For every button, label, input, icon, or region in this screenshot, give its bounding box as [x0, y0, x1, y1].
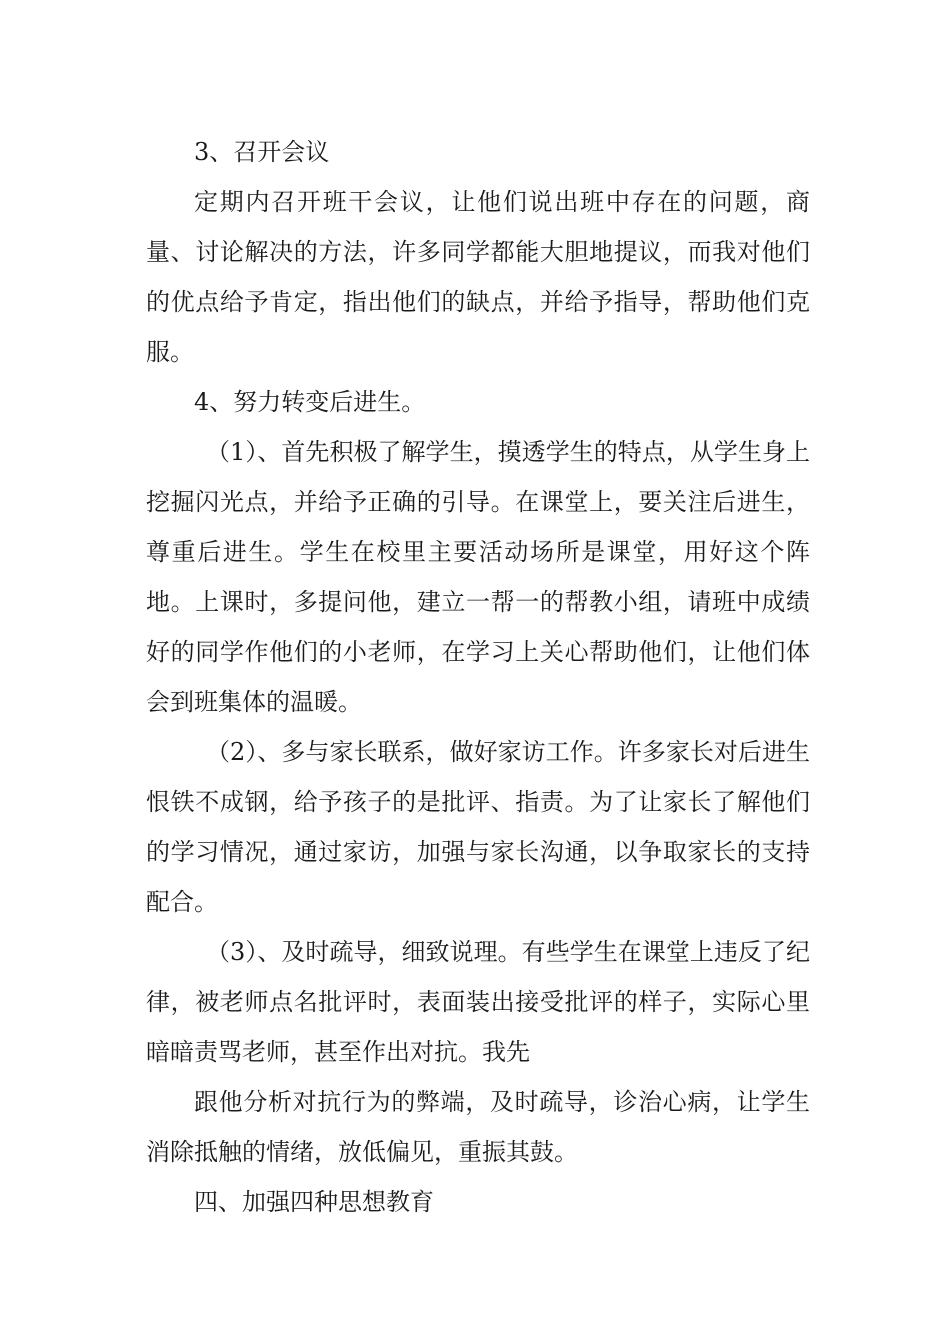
section-heading-meetings: 3、召开会议: [194, 138, 330, 166]
paragraph-meetings: 定期内召开班干会议，让他们说出班中存在的问题，商量、讨论解决的方法，许多同学都能大胆地提议，而我对他们的优点给予肯定，指出他们的缺点，并给予指导，帮助他们克服。: [146, 188, 810, 366]
section-heading-four-education: 四、加强四种思想教育: [194, 1188, 434, 1216]
document-body: [146, 127, 810, 1227]
paragraph-item-1: （1）、首先积极了解学生，摸透学生的特点，从学生身上挖掘闪光点，并给予正确的引导。在课堂上，要关注后进生，尊重后进生。学生在校里主要活动场所是课堂，用好这个阵地。上课时，多提问他，建立一帮一的帮教小组，请班中成绩好的同学作他们的小老师，在学习上关心帮助他们，让他们体会到班集体的温暖。: [146, 438, 810, 716]
paragraph-item-3-continued: 跟他分析对抗行为的弊端，及时疏导，诊治心病，让学生消除抵触的情绪，放低偏见，重振其鼓。: [146, 1088, 810, 1166]
paragraph-item-3: （3）、及时疏导，细致说理。有些学生在课堂上违反了纪律，被老师点名批评时，表面装出接受批评的样子，实际心里暗暗责骂老师，甚至作出对抗。我先: [146, 938, 810, 1066]
paragraph-item-2: （2）、多与家长联系，做好家访工作。许多家长对后进生恨铁不成钢，给予孩子的是批评、指责。为了让家长了解他们的学习情况，通过家访，加强与家长沟通，以争取家长的支持配合。: [146, 738, 810, 916]
section-heading-underachievers: 4、努力转变后进生。: [194, 388, 426, 416]
